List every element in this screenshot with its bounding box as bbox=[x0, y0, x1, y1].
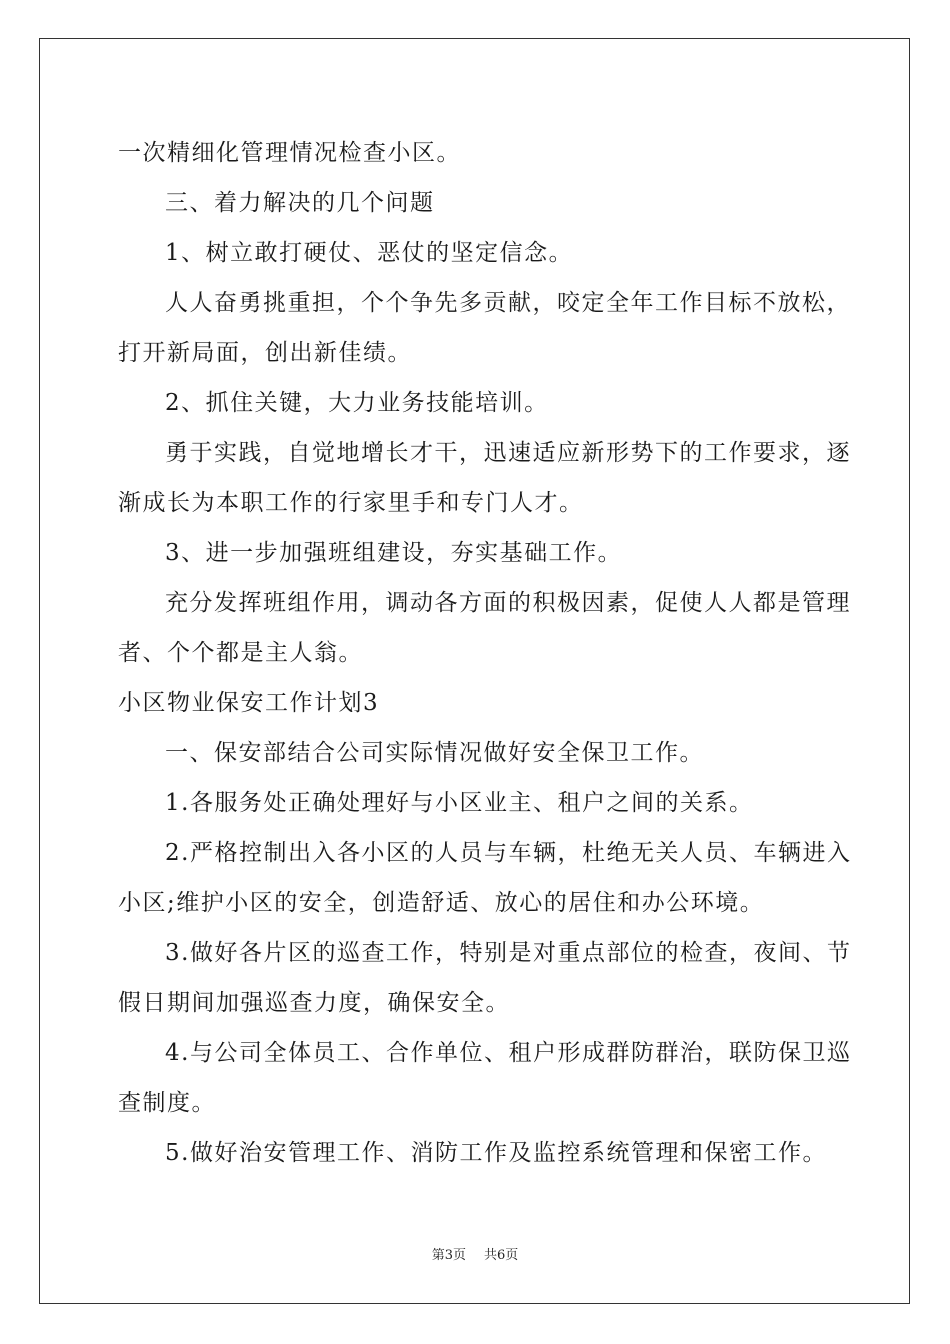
text-line: 2.严格控制出入各小区的人员与车辆，杜绝无关人员、车辆进入 bbox=[165, 840, 852, 866]
text-line: 一次精细化管理情况检查小区。 bbox=[118, 140, 461, 166]
text-line: 一、保安部结合公司实际情况做好安全保卫工作。 bbox=[165, 740, 704, 766]
text-line: 3.做好各片区的巡查工作，特别是对重点部位的检查，夜间、节 bbox=[165, 940, 852, 966]
text-line: 人人奋勇挑重担，个个争先多贡献，咬定全年工作目标不放松， bbox=[165, 290, 851, 316]
page-number: 第3页 bbox=[431, 1248, 466, 1263]
text-line: 充分发挥班组作用，调动各方面的积极因素，促使人人都是管理 bbox=[165, 590, 851, 616]
text-line: 勇于实践，自觉地增长才干，迅速适应新形势下的工作要求，逐 bbox=[165, 440, 851, 466]
text-line: 查制度。 bbox=[118, 1090, 216, 1116]
section-heading: 小区物业保安工作计划3 bbox=[118, 690, 380, 716]
text-line: 三、着力解决的几个问题 bbox=[165, 190, 435, 216]
text-line: 4.与公司全体员工、合作单位、租户形成群防群治，联防保卫巡 bbox=[165, 1040, 852, 1066]
text-line: 假日期间加强巡查力度，确保安全。 bbox=[118, 990, 510, 1016]
document-body bbox=[118, 128, 852, 1178]
text-line: 打开新局面，创出新佳绩。 bbox=[118, 340, 412, 366]
text-line: 5.做好治安管理工作、消防工作及监控系统管理和保密工作。 bbox=[165, 1140, 827, 1166]
total-pages: 共6页 bbox=[484, 1248, 519, 1263]
text-line: 1.各服务处正确处理好与小区业主、租户之间的关系。 bbox=[165, 790, 754, 816]
page-footer bbox=[0, 1247, 950, 1265]
text-line: 者、个个都是主人翁。 bbox=[118, 640, 363, 666]
text-line: 2、抓住关键，大力业务技能培训。 bbox=[165, 390, 549, 416]
text-line: 3、进一步加强班组建设，夯实基础工作。 bbox=[165, 540, 623, 566]
text-line: 小区;维护小区的安全，创造舒适、放心的居住和办公环境。 bbox=[118, 890, 765, 916]
text-line: 渐成长为本职工作的行家里手和专门人才。 bbox=[118, 490, 584, 516]
text-line: 1、树立敢打硬仗、恶仗的坚定信念。 bbox=[165, 240, 574, 266]
